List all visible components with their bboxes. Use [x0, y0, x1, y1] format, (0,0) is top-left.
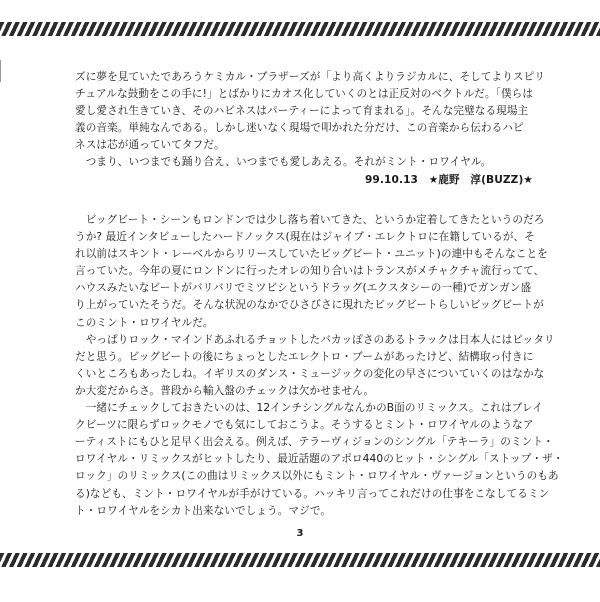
text-line: ハウスみたいなビートがバリバリでミツビシというドラッグ(エクスタシーの一種)でガンガン盛	[75, 282, 532, 295]
text-line: 愛し愛され生きていき、そのハピネスはパーティーによって育まれる」。そんな完璧なる現場主	[75, 105, 529, 118]
text-line: ズに夢を見ていたであろうケミカル・ブラザーズが「より高くよりラジカルに、そしてよりスピリ	[75, 71, 545, 83]
text-line: だと思う。ビッグビートの後にちょっとしたエレクトロ・ブームがあったけど、結構取っ付きに	[75, 350, 534, 363]
rope-border-top	[0, 22, 600, 36]
text-line: ロック」のリミックス(この曲はリミックス以外にもミント・ロワイヤル・ヴァージョンというのもあ	[75, 470, 559, 483]
body-section	[75, 212, 564, 520]
signature: 99.10.13 ★鹿野 淳(BUZZ)★	[364, 173, 533, 186]
text-line: このミント・ロワイヤルだ。	[75, 316, 214, 329]
text-line: 一緒にチェックしておきたいのは、12インチシングルなんかのB面のリミックス。これはブレイ	[75, 402, 543, 415]
rope-border-bottom	[0, 553, 600, 567]
text-line: やっぱりロック・マインドあふれるチョットしたバカッぽさのあるトラックは日本人にはピッタリ	[75, 333, 555, 346]
text-line: ネスは芯が通っていてタフだ。	[75, 139, 225, 152]
text-line: 義の音楽。単純なんである。しかし迷いなく現場で叩かれた分だけ、この音楽から伝わるハピ	[75, 122, 524, 135]
text-line: 言っていた。今年の夏にロンドンに行ったオレの知り合いはトランスがメチャクチャ流行ってて、	[75, 265, 545, 278]
text-line: ロワイヤル・リミックスがヒットしたり、最近話題のアポロ440のヒット・シングル「ストップ・ザ・	[75, 453, 564, 466]
text-line: ト・ロワイヤルをシカト出来ないでしょう。マジで。	[75, 504, 332, 517]
intro-section	[75, 69, 545, 189]
text-line: チュアルな鼓動をこの手に!」とばかりにカオス化していくのとは正反対のベクトルだ。「僕らは	[75, 88, 534, 101]
text-line: クビーツに限らずロックモノでも気にしておこうよ。そうするとミント・ロワイヤルのようなア	[75, 419, 534, 432]
text-line: れ以前はスキント・レーベルからリリースしていたビッグビート・ユニット)の連中もそんなことを	[75, 248, 548, 261]
page-number: 3	[296, 528, 304, 539]
text-line: うか? 最近インタビューしたハードノックス(現在はジャイブ・エレクトロに在籍しているが、そ	[75, 231, 535, 244]
text-line: つまり、いつまでも踊り合え、いつまでも愛しあえる。それがミント・ロワイヤル。	[75, 156, 492, 169]
text-line: ビッグビート・シーンもロンドンでは少し落ち着いてきた、というか定着してきたというのだろ	[75, 214, 545, 226]
text-line: る)なども、ミント・ロワイヤルが手がけている。ハッキリ言ってこれだけの仕事をこなしてるミン	[75, 487, 550, 500]
text-line: り上がっていたそうだ。そんな状況のなかでひさびさに現れたビッグビートらしいビッグビートが	[75, 299, 544, 312]
text-line: くいところもあったしね。イギリスのダンス・ミュージックの変化の早さについていくのはなかな	[75, 367, 545, 380]
page-edge-mark	[0, 60, 1, 82]
text-line: か大変だからさ。普段から輸入盤のチェックは欠かせません。	[75, 384, 375, 397]
text-line: ーティストにもひと足早く出会える。例えば、テラーヴィジョンのシングル「テキーラ」のミント・	[75, 436, 554, 449]
